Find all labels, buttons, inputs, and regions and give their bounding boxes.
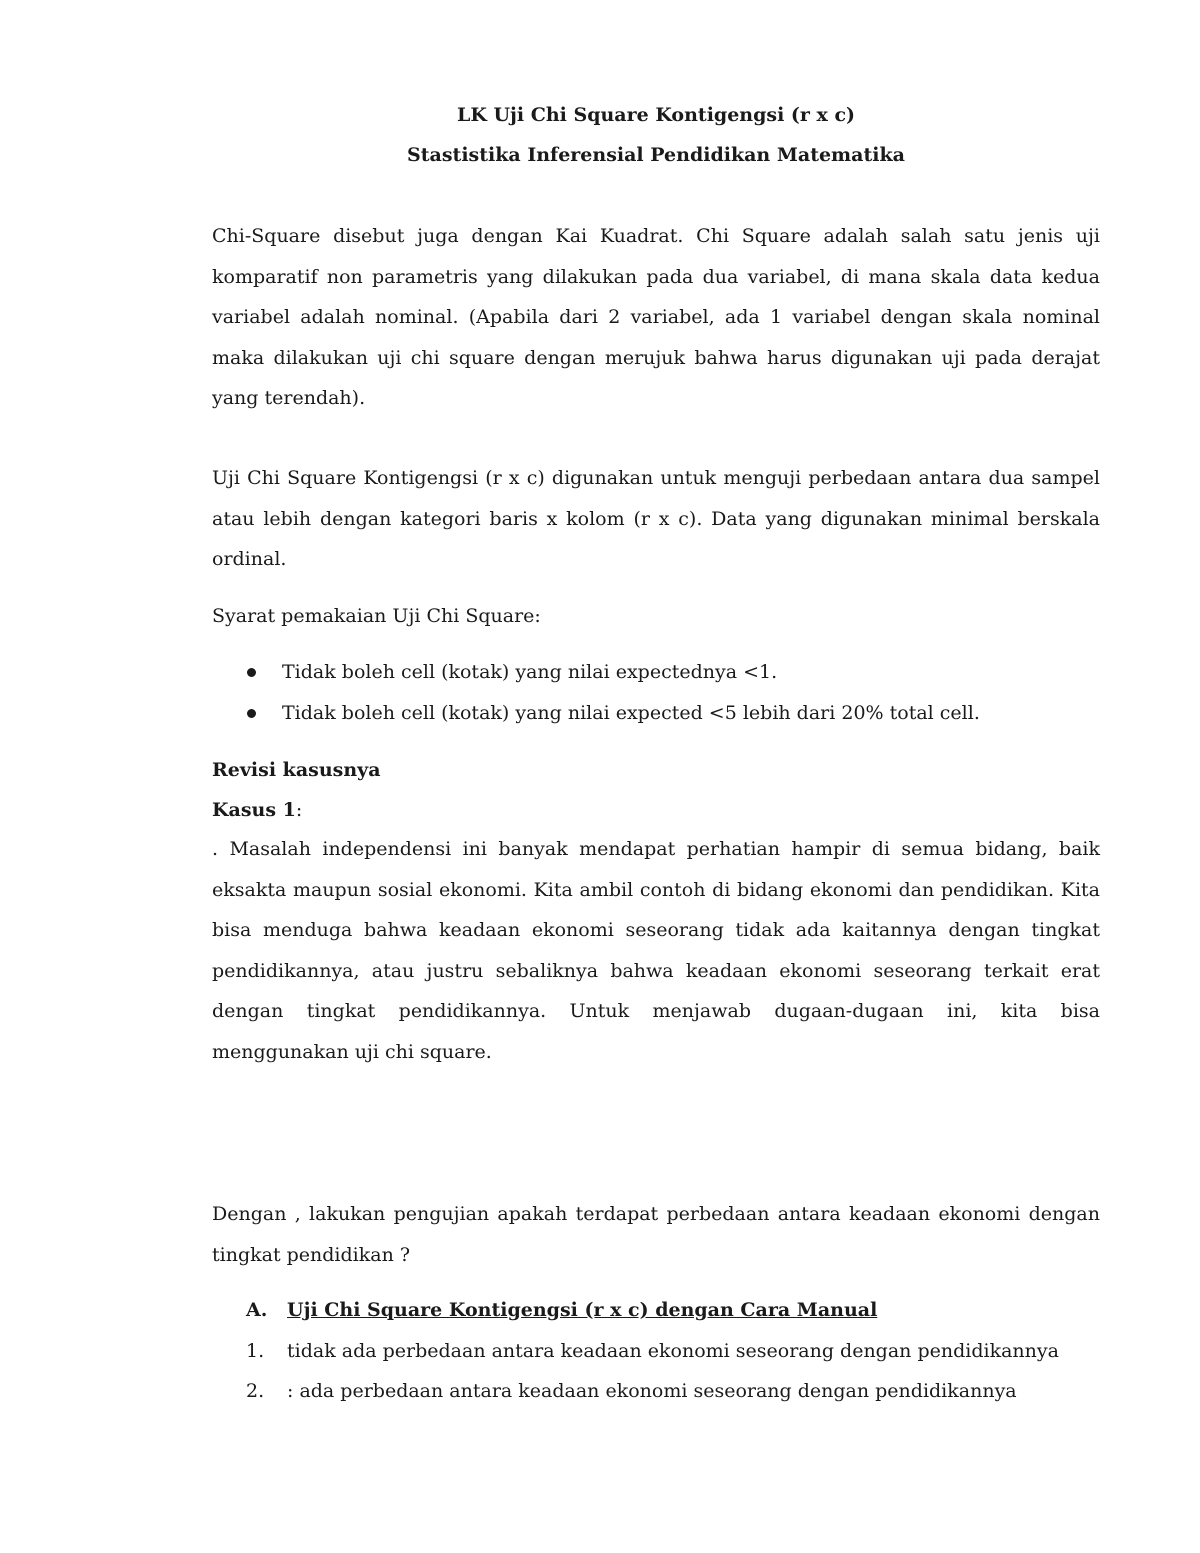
case-question: Dengan , lakukan pengujian apakah terdapat perbedaan antara keadaan ekonomi dengan tingkat pendidikan ? — [212, 1203, 1100, 1266]
requirements-heading: Syarat pemakaian Uji Chi Square: — [212, 605, 541, 627]
section-a-label: A. — [246, 1299, 268, 1321]
hypothesis-text: tidak ada perbedaan antara keadaan ekonomi seseorang dengan pendidikannya — [287, 1340, 1059, 1362]
intro-paragraph-1: Chi-Square disebut juga dengan Kai Kuadrat. Chi Square adalah salah satu jenis uji komparatif non parametris yang dilakukan pada dua variabel, di mana skala data kedua variabel adalah nominal. (Apabila dari 2 variabel, ada 1 variabel dengan skala nominal maka dilakukan uji chi square dengan merujuk bahwa harus digunakan uji pada derajat yang terendah). — [212, 225, 1100, 409]
document-title: LK Uji Chi Square Kontigengsi (r x c) — [456, 104, 856, 126]
case-body: . Masalah independensi ini banyak mendapat perhatian hampir di semua bidang, baik eksakta maupun sosial ekonomi. Kita ambil contoh di bidang ekonomi dan pendidikan. Kita bisa menduga bahwa keadaan ekonomi seseorang tidak ada kaitannya dengan tingkat pendidikannya, atau justru sebaliknya bahwa keadaan ekonomi seseorang terkait erat dengan tingkat pendidikannya. Untuk menjawab dugaan-dugaan ini, kita bisa menggunakan uji chi square. — [212, 838, 1100, 1063]
bullet-icon — [247, 709, 256, 718]
intro-paragraph-2: Uji Chi Square Kontigengsi (r x c) digunakan untuk menguji perbedaan antara dua sampel atau lebih dengan kategori baris x kolom (r x c). Data yang digunakan minimal berskala ordinal. — [212, 467, 1100, 570]
bullet-icon — [247, 668, 256, 677]
hypothesis-number: 1. — [246, 1340, 265, 1362]
hypothesis-text: : ada perbedaan antara keadaan ekonomi seseorang dengan pendidikannya — [287, 1380, 1017, 1402]
revision-heading: Revisi kasusnya — [212, 759, 381, 781]
requirement-text: Tidak boleh cell (kotak) yang nilai expectednya <1. — [282, 661, 778, 683]
requirement-text: Tidak boleh cell (kotak) yang nilai expected <5 lebih dari 20% total cell. — [282, 702, 980, 724]
document-subtitle: Stastistika Inferensial Pendidikan Matematika — [407, 144, 905, 166]
case-heading-label: Kasus 1 — [212, 799, 296, 821]
case-heading-colon: : — [295, 799, 303, 821]
section-a-title: Uji Chi Square Kontigengsi (r x c) dengan Cara Manual — [287, 1299, 878, 1321]
case-heading — [212, 798, 302, 822]
hypothesis-number: 2. — [246, 1380, 265, 1402]
